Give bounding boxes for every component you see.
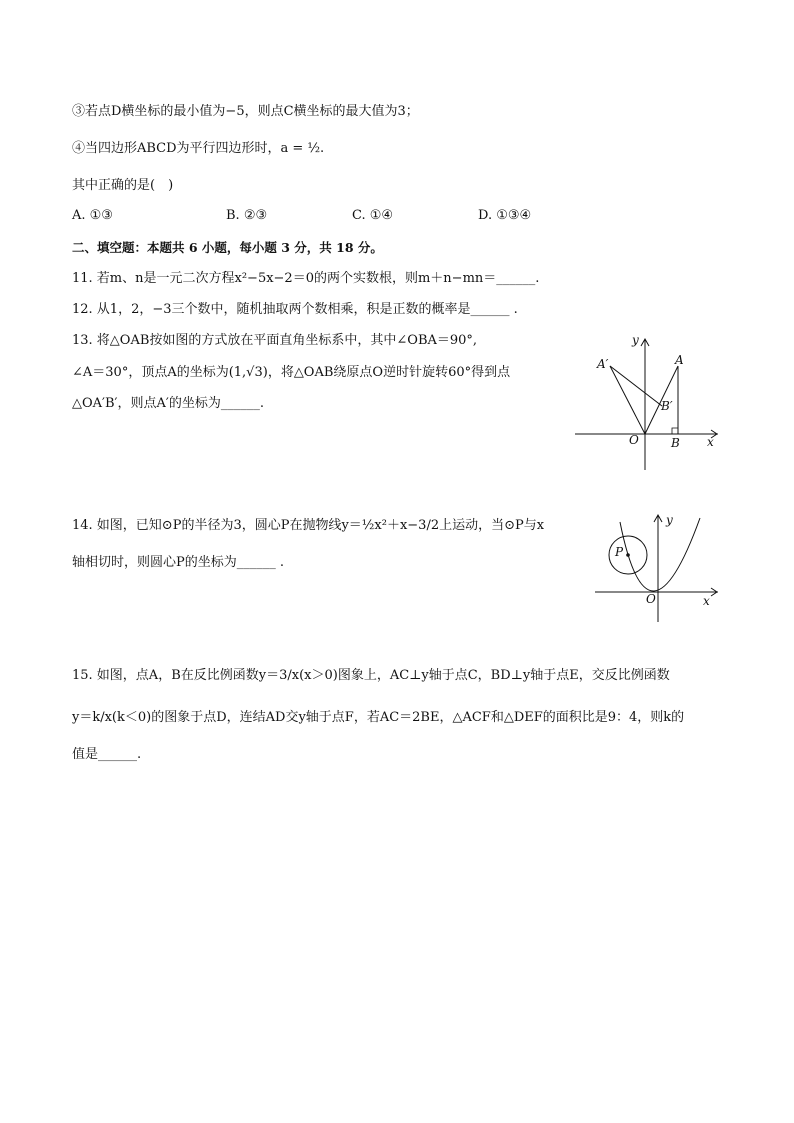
- q13-y-label: y: [632, 333, 639, 347]
- option-b[interactable]: B. ②③: [226, 208, 268, 223]
- question-13-line2: ∠A＝30°，顶点A的坐标为(1,√3)，将△OAB绕原点O逆时针旋转60°得到点: [72, 365, 511, 380]
- statement-4: ④当四边形ABCD为平行四边形时，a = ½.: [72, 141, 325, 156]
- question-11: 11. 若m、n是一元二次方程x²−5x−2＝0的两个实数根，则m＋n−mn＝______.: [72, 271, 540, 286]
- q14-y-label: y: [666, 513, 673, 527]
- question-12: 12. 从1，2，−3三个数中，随机抽取两个数相乘，积是正数的概率是______ .: [72, 302, 518, 317]
- segment-a-prime-b-prime: [610, 366, 662, 406]
- q14-figure: [590, 510, 720, 625]
- q13-b-prime-label: B′: [661, 399, 673, 413]
- q13-figure: [570, 330, 720, 475]
- q13-x-label: x: [707, 435, 714, 449]
- section-heading-fill-in: 二、填空题：本题共 6 小题，每小题 3 分，共 18 分。: [72, 240, 383, 255]
- segment-oa-prime: [610, 366, 645, 434]
- q13-a-prime-label: A′: [597, 357, 609, 371]
- question-15-line3: 值是______.: [72, 747, 142, 762]
- q14-p-label: P: [615, 545, 624, 559]
- question-15-line1: 15. 如图，点A，B在反比例函数y＝3/x(x＞0)图象上，AC⊥y轴于点C，BD⊥y轴于点E，交反比例函数: [72, 668, 670, 683]
- question-13-line3: △OA′B′，则点A′的坐标为______.: [72, 396, 264, 411]
- question-14-line2: 轴相切时，则圆心P的坐标为______ .: [72, 555, 285, 570]
- statement-3: ③若点D横坐标的最小值为−5，则点C横坐标的最大值为3；: [72, 104, 419, 119]
- question-15-line2: y＝k/x(k＜0)的图象于点D，连结AD交y轴于点F，若AC＝2BE，△ACF和△DEF的面积比是9：4，则k的: [72, 710, 685, 725]
- circle-center-dot: [626, 553, 630, 557]
- question-13-line1: 13. 将△OAB按如图的方式放在平面直角坐标系中，其中∠OBA＝90°,: [72, 333, 478, 348]
- q13-b-label: B: [671, 436, 680, 450]
- q13-o-label: O: [629, 433, 639, 447]
- q14-o-label: O: [646, 592, 656, 606]
- option-d[interactable]: D. ①③④: [478, 208, 532, 223]
- parabola-curve: [620, 518, 700, 591]
- q13-a-label: A: [675, 353, 684, 367]
- question-14-line1: 14. 如图，已知⊙P的半径为3，圆心P在抛物线y＝½x²＋x−3/2上运动，当⊙P与x: [72, 518, 545, 533]
- option-c[interactable]: C. ①④: [352, 208, 394, 223]
- option-a[interactable]: A. ①③: [72, 208, 113, 223]
- q14-x-label: x: [703, 594, 710, 608]
- question-prompt: 其中正确的是( ): [72, 178, 174, 193]
